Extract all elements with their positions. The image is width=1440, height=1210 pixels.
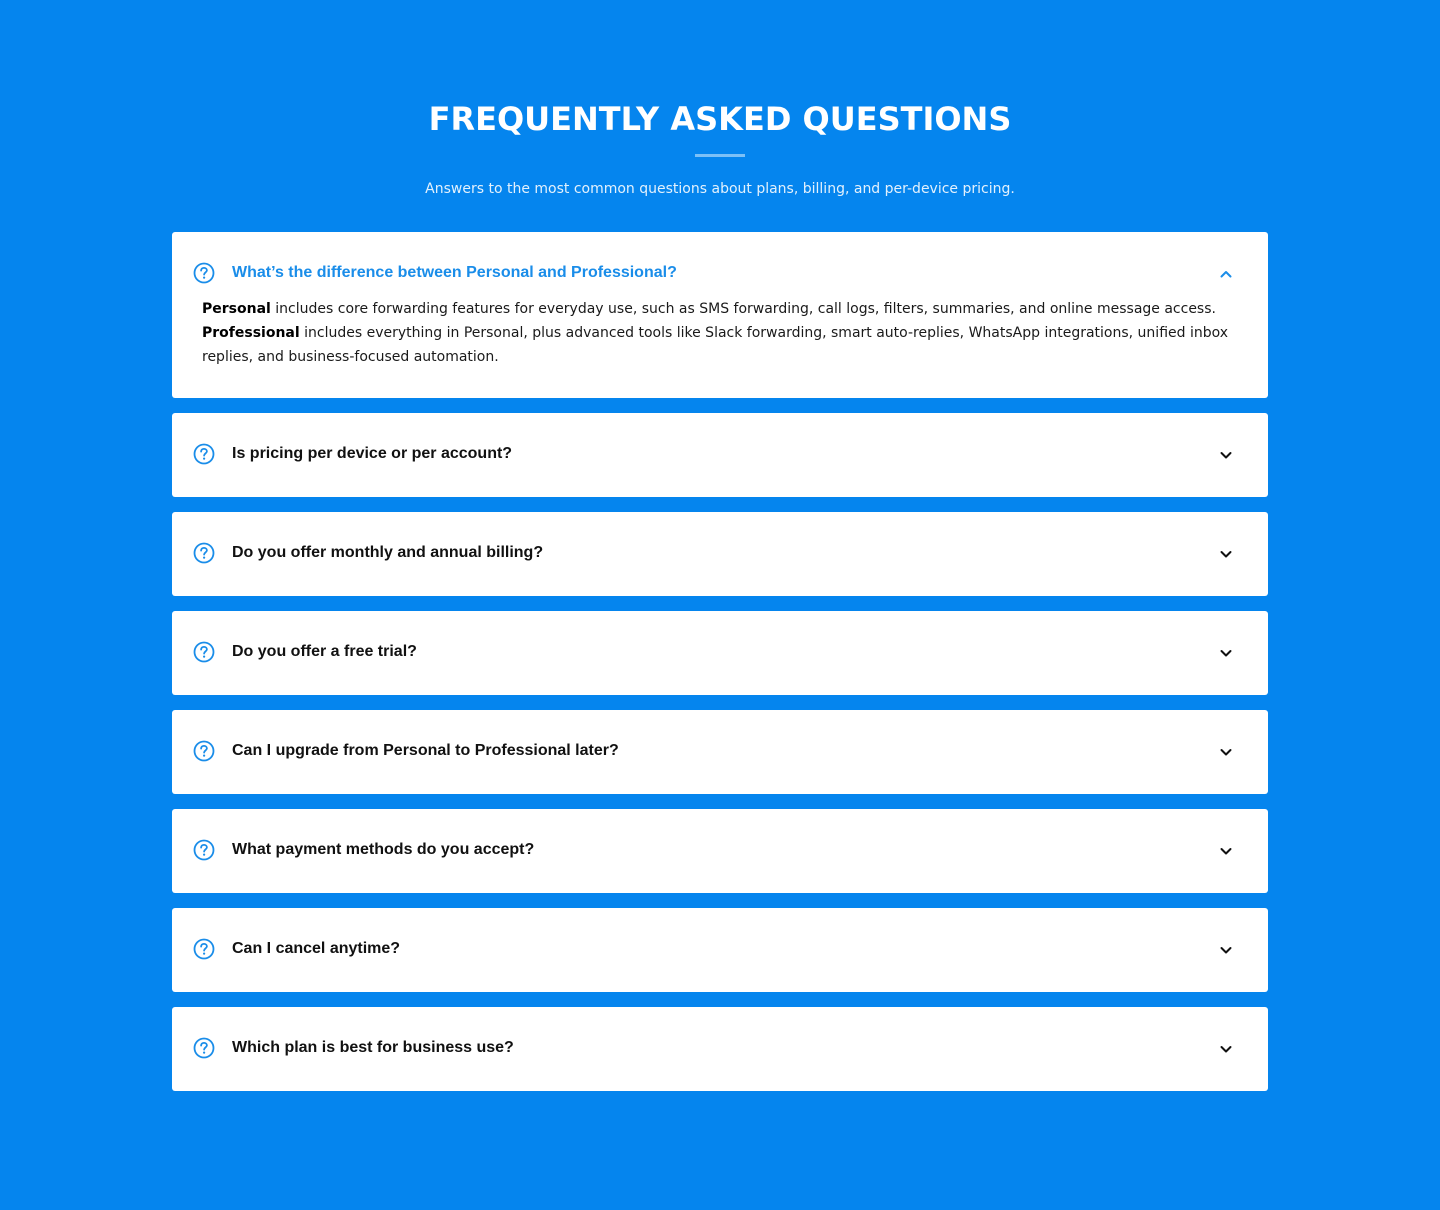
- chevron-down-icon[interactable]: [1218, 546, 1234, 562]
- faq-question-toggle[interactable]: [172, 710, 1268, 794]
- faq-question: Do you offer a free trial?: [232, 643, 417, 660]
- faq-question: Which plan is best for business use?: [232, 1039, 514, 1056]
- question-circle-icon: [193, 542, 215, 564]
- faq-item: [172, 512, 1268, 596]
- page-subtitle: Answers to the most common questions about plans, billing, and per-device pricing.: [425, 181, 1015, 197]
- question-circle-icon: [193, 938, 215, 960]
- page-title: FREQUENTLY ASKED QUESTIONS: [428, 100, 1012, 138]
- chevron-down-icon[interactable]: [1218, 843, 1234, 859]
- faq-question: What payment methods do you accept?: [232, 841, 535, 858]
- faq-item: [172, 809, 1268, 893]
- faq-question: Can I cancel anytime?: [232, 940, 401, 957]
- faq-question-toggle[interactable]: [172, 809, 1268, 893]
- faq-question: Is pricing per device or per account?: [232, 445, 513, 462]
- faq-question-toggle[interactable]: [172, 1007, 1268, 1091]
- chevron-down-icon[interactable]: [1218, 645, 1234, 661]
- faq-item: [172, 908, 1268, 992]
- faq-item: [172, 710, 1268, 794]
- answer-term-personal: Personal: [202, 301, 271, 317]
- answer-text: includes everything in Personal, plus advanced tools like Slack forwarding, smart auto-replies, WhatsApp integrations, unified inbox replies, and business-focused automation.: [202, 325, 1229, 365]
- faq-item: [172, 611, 1268, 695]
- answer-term-professional: Professional: [202, 325, 300, 341]
- faq-question: What’s the difference between Personal and Professional?: [232, 264, 677, 281]
- chevron-down-icon[interactable]: [1218, 744, 1234, 760]
- faq-item: [172, 413, 1268, 497]
- chevron-down-icon[interactable]: [1218, 1041, 1234, 1057]
- faq-answer: [202, 297, 1232, 369]
- chevron-up-icon[interactable]: [1218, 266, 1234, 282]
- title-divider: [695, 154, 745, 157]
- chevron-down-icon[interactable]: [1218, 942, 1234, 958]
- question-circle-icon: [193, 1037, 215, 1059]
- faq-item: [172, 232, 1268, 398]
- faq-question-toggle[interactable]: [172, 512, 1268, 596]
- answer-text: includes core forwarding features for everyday use, such as SMS forwarding, call logs, filters, summaries, and online message access.: [270, 301, 1216, 317]
- question-circle-icon: [193, 740, 215, 762]
- question-circle-icon: [193, 641, 215, 663]
- faq-question: Do you offer monthly and annual billing?: [232, 544, 544, 561]
- faq-question: Can I upgrade from Personal to Professional later?: [232, 742, 619, 759]
- faq-item: [172, 1007, 1268, 1091]
- question-circle-icon: [193, 262, 215, 284]
- faq-question-toggle[interactable]: [172, 611, 1268, 695]
- faq-question-toggle[interactable]: [172, 413, 1268, 497]
- chevron-down-icon[interactable]: [1218, 447, 1234, 463]
- question-circle-icon: [193, 839, 215, 861]
- faq-question-toggle[interactable]: [172, 908, 1268, 992]
- question-circle-icon: [193, 443, 215, 465]
